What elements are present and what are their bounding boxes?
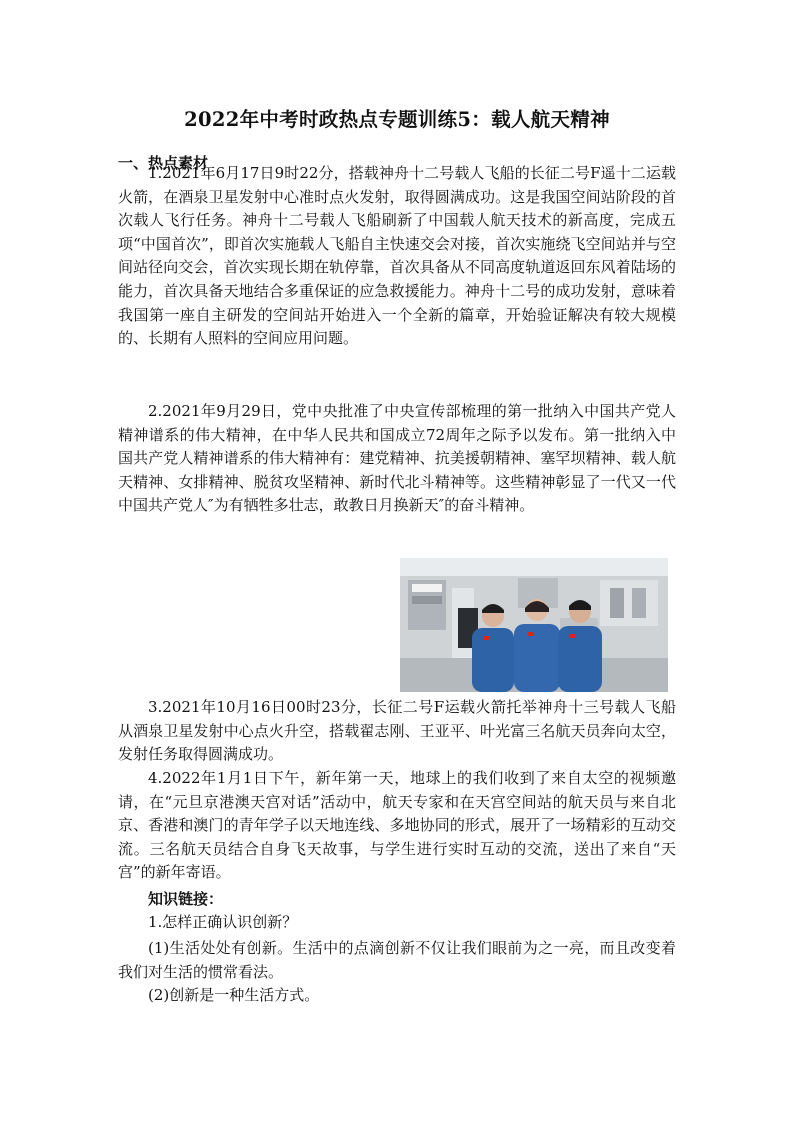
answer-1: (1)生活处处有创新。生活中的点滴创新不仅让我们眼前为之一亮，而且改变着我们对生活的惯常看法。 xyxy=(118,939,676,981)
question-1: 1.怎样正确认识创新？ xyxy=(148,913,298,931)
paragraph-2: 2.2021年9月29日，党中央批准了中央宣传部梳理的第一批纳入中国共产党人精神谱系的伟大精神，在中华人民共和国成立72周年之际予以发布。第一批纳入中国共产党人精神谱系的伟大精神有：建党精神、抗美援朝精神、塞罕坝精神、载人航天精神、女排精神、脱贫攻坚精神、新时代北斗精神等。这些精神彰显了一代又一代中国共产党人″为有牺牲多壮志，敢教日月换新天″的奋斗精神。 xyxy=(118,402,676,515)
paragraph-4: 4.2022年1月1日下午，新年第一天，地球上的我们收到了来自太空的视频邀请，在“元旦京港澳天宫对话”活动中，航天专家和在天宫空间站的航天员与来自北京、香港和澳门的青年学子以天地连线、多地协同的形式，展开了一场精彩的互动交流。三名航天员结合自身飞天故事，与学生进行实时互动的交流，送出了来自“天宫”的新年寄语。 xyxy=(118,769,676,882)
astronauts-photo xyxy=(400,558,668,692)
paragraph-3: 3.2021年10月16日00时23分，长征二号F运载火箭托举神舟十三号载人飞船从酒泉卫星发射中心点火升空，搭载翟志刚、王亚平、叶光富三名航天员奔向太空，发射任务取得圆满成功。 xyxy=(118,698,676,764)
page-title: 2022年中考时政热点专题训练5：载人航天精神 xyxy=(184,108,610,131)
answer-2: (2)创新是一种生活方式。 xyxy=(148,986,320,1004)
section-heading: 一、热点素材 xyxy=(118,154,209,172)
knowledge-link-heading: 知识链接： xyxy=(148,890,224,908)
paragraph-1: 1.2021年6月17日9时22分，搭载神舟十二号载人飞船的长征二号F遥十二运载火箭，在酒泉卫星发射中心准时点火发射，取得圆满成功。这是我国空间站阶段的首次载人飞行任务。神舟十二号载人飞船刷新了中国载人航天技术的新高度，完成五项“中国首次”，即首次实施载人飞船自主快速交会对接，首次实施绕飞空间站并与空间站径向交会，首次实现长期在轨停靠，首次具备从不同高度轨道返回东风着陆场的能力，首次具备天地结合多重保证的应急救援能力。神舟十二号的成功发射，意味着我国第一座自主研发的空间站开始进入一个全新的篇章，开始验证解决有较大规模的、长期有人照料的空间应用问题。 xyxy=(118,164,676,348)
